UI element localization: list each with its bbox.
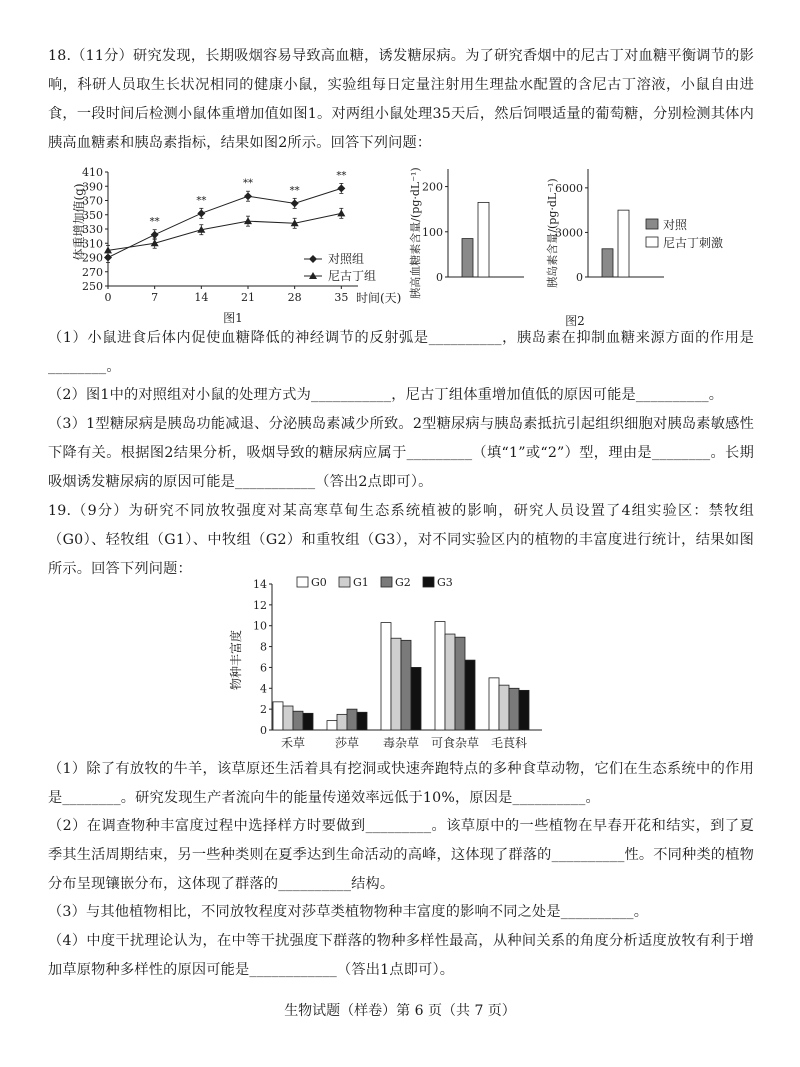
fig2-right-bar [618,210,629,277]
fig3-bar-g0 [435,622,445,730]
fig1-series-line-nicotine [108,213,341,250]
fig3-category-label: 毛茛科 [490,736,528,750]
figure-2-bar-charts [395,155,765,330]
fig2-left-bar [478,202,489,277]
fig1-significance-label: ** [336,170,347,182]
fig1-point-control [244,192,252,200]
fig3-bar-g2 [509,688,519,730]
fig2-legend-nicotine: 尼古丁刺激 [663,236,724,250]
fig1-legend [304,251,376,283]
fig3-legend-label: G1 [353,576,369,589]
fig3-y-tick-label: 4 [260,682,267,696]
fig2-caption: 图2 [565,314,585,328]
fig1-point-control [197,209,205,217]
fig2-right-ylabel: 胰岛素含量/(pg·dL⁻¹) [546,178,559,288]
fig1-y-tick-label: 290 [82,251,103,265]
fig3-bar-g1 [283,706,293,730]
fig1-x-tick-label: 35 [334,291,349,304]
fig1-point-control [291,199,299,207]
fig3-y-tick-label: 10 [253,619,267,633]
q18-sub3: （3）1型糖尿病是胰岛功能减退、分泌胰岛素减少所致。2型糖尿病与胰岛素抵抗引起组织细胞对胰岛素敏感性下降有关。根据图2结果分析，吸烟导致的糖尿病应属于_________（填“1”或“2”）型，理由是________。长期吸烟诱发糖尿病的原因可能是___________（答出2点即可）。 [48,416,754,490]
figure-3-grouped-bar-chart [215,572,555,757]
fig1-y-tick-label: 250 [82,280,103,293]
q18-intro: 18.（11分）研究发现，长期吸烟容易导致高血糖，诱发糖尿病。为了研究香烟中的尼古丁对血糖平衡调节的影响，科研人员取生长状况相同的健康小鼠，实验组每日定量注射用生理盐水配置的含尼古丁溶液，小鼠自由进食，一段时间后检测小鼠体重增加值如图1。对两组小鼠处理35天后，然后饲喂适量的葡萄糖，分别检测其体内胰高血糖素和胰岛素指标，结果如图2所示。回答下列问题： [48,48,754,151]
fig1-x-tick-label: 7 [151,291,159,304]
fig1-y-tick-label: 390 [82,180,103,194]
fig1-y-tick-label: 370 [82,194,103,208]
fig1-ylabel: 体重增加值(g) [72,183,86,261]
fig3-category-label: 禾草 [280,736,306,750]
fig1-x-tick-label: 14 [194,291,209,304]
fig1-point-control [337,184,345,192]
fig1-x-tick-label: 28 [287,291,302,304]
fig1-point-nicotine [244,217,252,224]
fig2-right-y-tick-label: 3000 [555,226,583,240]
fig1-y-tick-label: 330 [82,223,103,236]
fig3-bar-g1 [337,714,347,730]
fig1-x-tick-label: 0 [104,291,112,304]
q19-sub3: （3）与其他植物相比，不同放牧程度对莎草类植物物种丰富度的影响不同之处是__________。 [48,904,649,920]
fig1-significance-label: ** [243,178,253,190]
fig3-bar-g3 [519,690,529,730]
fig3-legend-swatch [339,577,350,587]
fig3-bar-g0 [381,623,391,730]
fig3-legend-label: G2 [395,576,411,589]
fig3-bar-g3 [411,667,421,730]
fig1-significance-label: ** [289,185,300,197]
fig2-right-y-tick-label: 6000 [555,181,583,195]
fig3-y-tick-label: 12 [253,598,267,612]
fig2-right-y-tick-label: 0 [576,271,583,284]
fig3-legend-label: G0 [311,576,327,589]
diamond-marker-icon [309,255,317,263]
fig3-y-tick-label: 0 [260,724,267,737]
fig1-y-tick-label: 350 [82,208,103,222]
fig3-bar-g3 [303,713,313,730]
fig3-category-label: 可食杂草 [430,736,480,750]
figure-1-line-chart [60,160,410,332]
fig1-significance-label: ** [149,216,160,228]
fig1-point-nicotine [337,209,345,216]
fig3-legend-label: G3 [437,576,453,589]
q18-sub2: （2）图1中的对照组对小鼠的处理方式为___________，尼古丁组体重增加值低的原因可能是__________。 [48,387,724,403]
fig3-legend-swatch [381,577,392,587]
fig1-x-tick-label: 21 [241,291,255,304]
fig3-bar-g0 [489,678,499,730]
fig1-legend-nicotine: 尼古丁组 [328,269,377,283]
q18-sub1: （1）小鼠进食后体内促使血糖降低的神经调节的反射弧是__________，胰岛素在抑制血糖来源方面的作用是________。 [48,330,754,375]
fig2-left-y-tick-label: 100 [422,225,443,239]
fig3-bar-g1 [391,638,401,730]
fig3-bar-g0 [273,702,283,730]
fig2-left-ylabel: 胰高血糖素含量/(pg·dL⁻¹) [409,167,422,299]
fig3-bar-g1 [499,685,509,730]
fig3-category-label: 毒杂草 [382,736,420,750]
fig1-y-tick-label: 310 [82,237,103,251]
fig3-bar-g3 [357,712,367,730]
fig3-bar-g2 [293,711,303,730]
fig3-bar-g2 [455,637,465,730]
fig1-significance-label: ** [196,195,207,207]
fig1-y-tick-label: 270 [82,265,103,279]
fig1-series-line-control [108,188,341,257]
fig2-left-bar [462,239,473,277]
fig3-legend-swatch [297,577,308,587]
q19-sub1: （1）除了有放牧的牛羊，该草原还生活着具有挖洞或快速奔跑特点的多种食草动物，它们在生态系统中的作用是________。研究发现生产者流向牛的能量传递效率远低于10%，原因是__________。 [48,761,754,806]
fig2-left-y-tick-label: 200 [422,180,443,194]
fig3-legend-swatch [423,577,434,587]
fig3-y-tick-label: 8 [260,640,267,654]
fig1-legend-control: 对照组 [328,252,365,266]
fig2-legend [646,217,723,250]
fig3-bar-g2 [347,709,357,730]
fig3-y-tick-label: 14 [253,578,267,591]
fig3-bar-g3 [465,660,475,730]
fig3-ylabel: 物种丰富度 [229,629,243,691]
fig3-y-tick-label: 2 [260,703,267,717]
fig1-xlabel: 时间(天) [356,291,402,305]
fig3-y-tick-label: 6 [260,661,267,675]
q19-intro: 19.（9分）为研究不同放牧强度对某高寒草甸生态系统植被的影响，研究人员设置了4组实验区：禁牧组（G0）、轻牧组（G1）、中牧组（G2）和重牧组（G3），对不同实验区内的植物的丰富度进行统计，结果如图所示。回答下列问题： [48,503,754,577]
fig1-point-control [151,231,159,239]
fig2-right-bar [602,249,613,277]
fig3-bar-g0 [327,721,337,730]
fig1-caption: 图1 [223,311,243,325]
fig3-bar-g1 [445,634,455,730]
fig3-bar-g2 [401,640,411,730]
fig2-legend-control: 对照 [663,218,688,232]
page-footer: 生物试题（样卷）第 6 页（共 7 页） [284,1003,516,1019]
q19-sub2: （2）在调查物种丰富度过程中选择样方时要做到_________。该草原中的一些植物在早春开花和结实，到了夏季其生活周期结束，另一些种类则在夏季达到生命活动的高峰，这体现了群落的__________性。不同种类的植物分布呈现镶嵌分布，这体现了群落的__________结构。 [48,818,754,892]
fig1-y-tick-label: 410 [82,166,103,179]
fig3-category-label: 莎草 [334,736,360,750]
q19-sub4: （4）中度干扰理论认为，在中等干扰强度下群落的物种多样性最高，从种间关系的角度分析适度放牧有利于增加草原物种多样性的原因可能是____________（答出1点即可）。 [48,933,754,978]
fig2-left-y-tick-label: 0 [436,271,443,284]
